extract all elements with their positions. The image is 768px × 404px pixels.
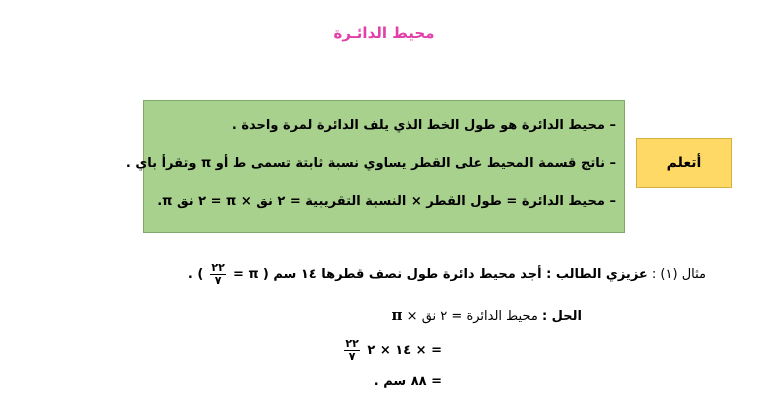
example-tail: ) . xyxy=(187,267,204,282)
solution-step-1: محيط الدائرة = ٢ نق × xyxy=(406,309,538,324)
fact-line-2: – ناتج قسمة المحيط على القطر يساوي نسبة ثابتة تسمى ط أو π وتقرأ باي . xyxy=(125,156,616,171)
example-label: مثال (١) : xyxy=(651,267,706,282)
solution-fraction-denominator: ٧ xyxy=(348,350,356,363)
solution-line-2 xyxy=(341,338,442,363)
fact-line-1: – محيط الدائرة هو طول الخط الذي يلف الدائرة لمرة واحدة . xyxy=(231,118,616,133)
solution-fraction-numerator: ٢٢ xyxy=(345,337,359,350)
solution-step-2-tail: × ١٤ × ٢ xyxy=(367,343,427,358)
example-fraction xyxy=(210,262,225,287)
example-pi: π = xyxy=(233,267,259,282)
solution-pi: π xyxy=(391,306,403,324)
solution-step-2-eq: = xyxy=(431,343,442,358)
example-line xyxy=(188,262,706,287)
page-title: محيط الدائـرة xyxy=(333,24,435,42)
solution-label: الحل : xyxy=(541,309,582,324)
fact-line-3: – محيط الدائرة = طول القطر × النسبة التقريبية = ٢ نق × π = ٢ نق π. xyxy=(157,194,616,209)
fraction-denominator: ٧ xyxy=(214,274,222,287)
solution-fraction xyxy=(344,338,359,363)
fraction-numerator: ٢٢ xyxy=(211,261,225,274)
learn-label: أتعلم xyxy=(666,155,702,171)
example-text: عزيزي الطالب : أجد محيط دائرة طول نصف قطرها ١٤ سم ( xyxy=(262,267,648,282)
solution-line-1 xyxy=(392,306,582,324)
solution-line-3: = ٨٨ سم . xyxy=(373,374,442,389)
facts-box xyxy=(125,100,625,233)
learn-label-box xyxy=(636,138,732,188)
